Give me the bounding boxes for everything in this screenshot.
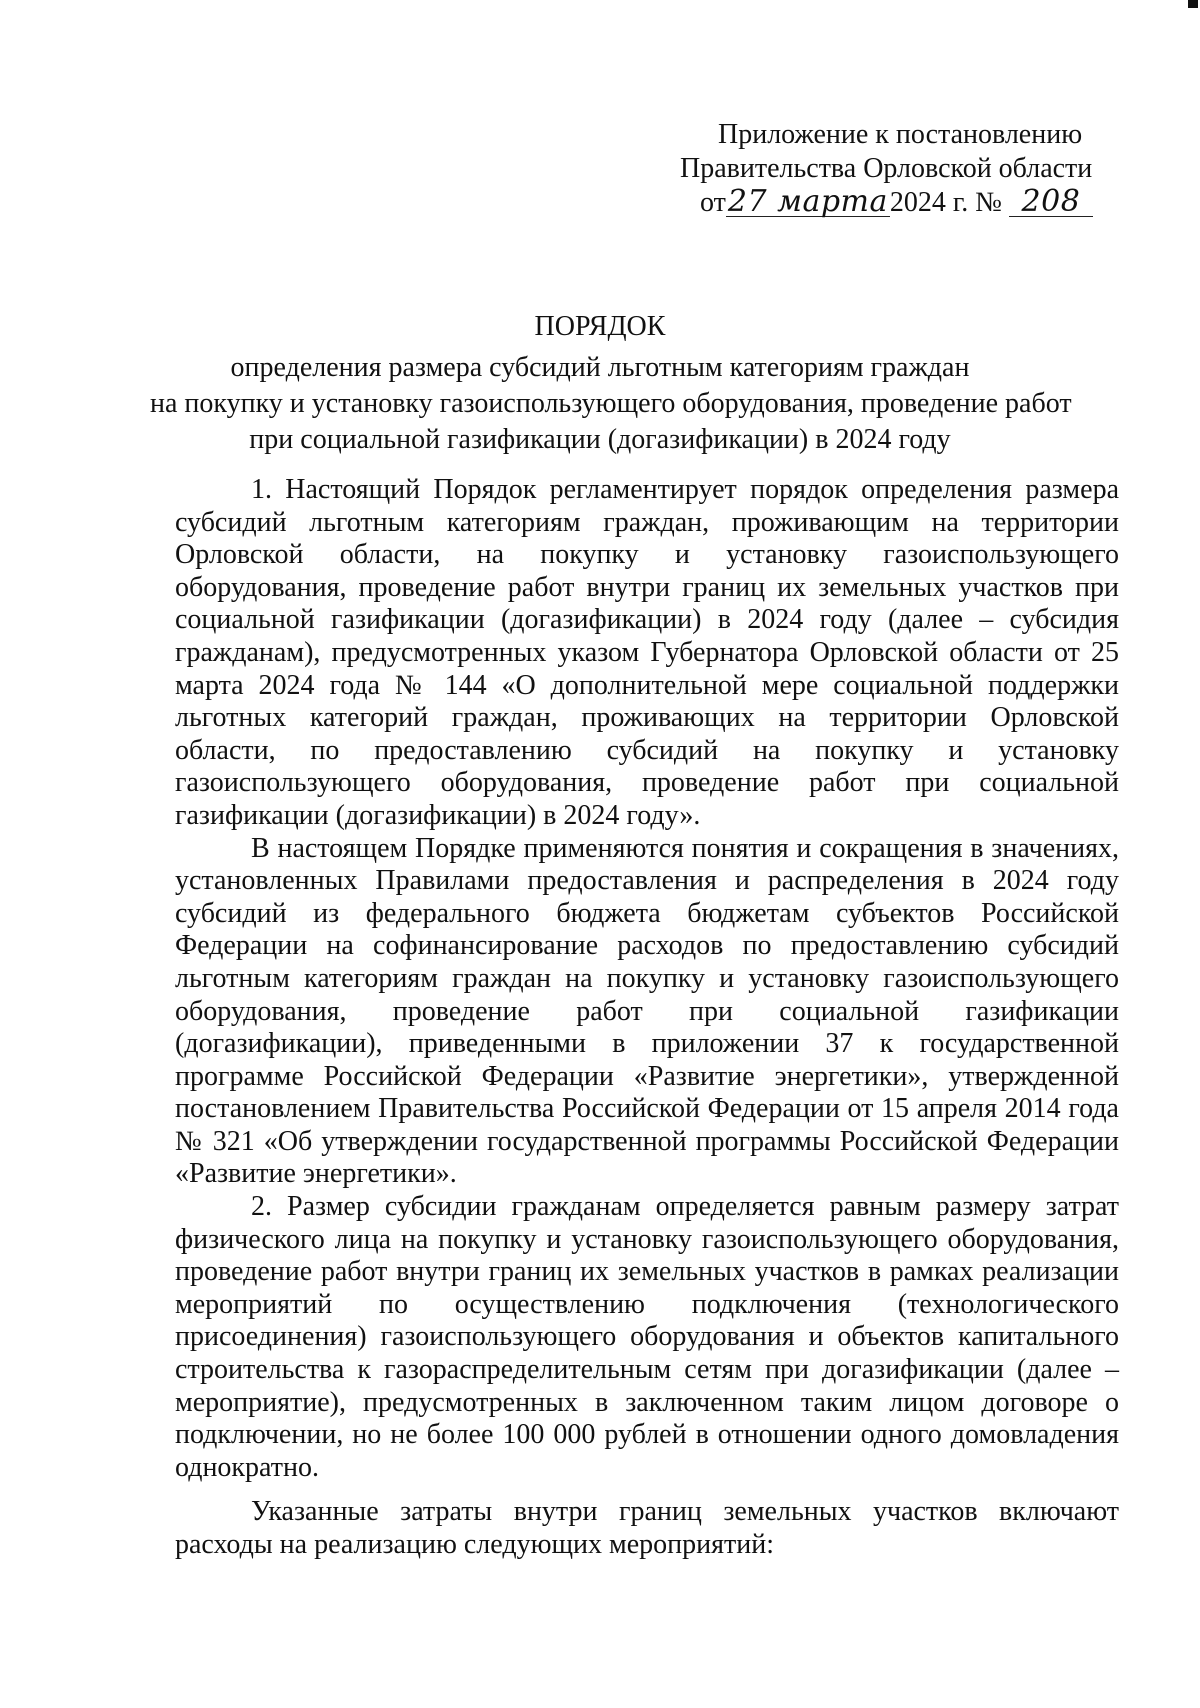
appendix-line-2: Правительства Орловской области <box>680 153 1093 184</box>
scan-edge-mark <box>1188 0 1198 8</box>
date-suffix: 2024 г. № <box>889 187 1002 218</box>
document-body <box>175 474 1119 1562</box>
paragraph-4: Указанные затраты внутри границ земельных участков включают расходы на реализацию следующих мероприятий: <box>175 1496 1119 1560</box>
subtitle-line-3: при социальной газификации (догазификации) в 2024 году <box>249 424 951 455</box>
date-prefix: от <box>700 187 726 218</box>
paragraph-1: 1. Настоящий Порядок регламентирует порядок определения размера субсидий льготным категориям граждан, проживающим на территории Орловской области, на покупку и установку газоиспользующего оборудования, проведение работ внутри границ их земельных участков при социальной газификации (догазификации) в 2024 году (далее – субсидия гражданам), предусмотренных указом Губернатора Орловской области от 25 марта 2024 года № 144 «О дополнительной мере социальной поддержки льготных категорий граждан, проживающих на территории Орловской области, по предоставлению субсидий на покупку и установку газоиспользующего оборудования, проведение работ при социальной газификации (догазификации) в 2024 году». <box>175 474 1119 831</box>
document-title: ПОРЯДОК <box>534 311 666 342</box>
document-subtitle <box>150 350 1072 458</box>
paragraph-3: 2. Размер субсидии гражданам определяется равным размеру затрат физического лица на покупку и установку газоиспользующего оборудования, проведение работ внутри границ их земельных участков в рамках реализации мероприятий по осуществлению подключения (технологического присоединения) газоиспользующего оборудования и объектов капитального строительства к газораспределительным сетям при догазификации (далее – мероприятие), предусмотренных в заключенном таким лицом договоре о подключении, но не более 100 000 рублей в отношении одного домовладения однократно. <box>175 1191 1119 1483</box>
handwritten-number: 208 <box>1009 188 1093 217</box>
appendix-line-1: Приложение к постановлению <box>718 119 1083 150</box>
subtitle-line-2: на покупку и установку газоиспользующего оборудования, проведение работ <box>150 388 1072 419</box>
appendix-header <box>680 118 1100 220</box>
handwritten-date: 27 марта <box>727 184 888 219</box>
subtitle-line-1: определения размера субсидий льготным категориям граждан <box>230 352 970 383</box>
appendix-date-line <box>680 186 1100 220</box>
paragraph-2: В настоящем Порядке применяются понятия и сокращения в значениях, установленных Правилами предоставления и распределения в 2024 году субсидий из федерального бюджета бюджетам субъектов Российской Федерации на софинансирование расходов по предоставлению субсидий льготным категориям граждан на покупку и установку газоиспользующего оборудования, проведение работ при социальной газификации (догазификации), приведенными в приложении 37 к государственной программе Российской Федерации «Развитие энергетики», утвержденной постановлением Правительства Российской Федерации от 15 апреля 2014 года № 321 «Об утверждении государственной программы Российской Федерации «Развитие энергетики». <box>175 832 1119 1190</box>
